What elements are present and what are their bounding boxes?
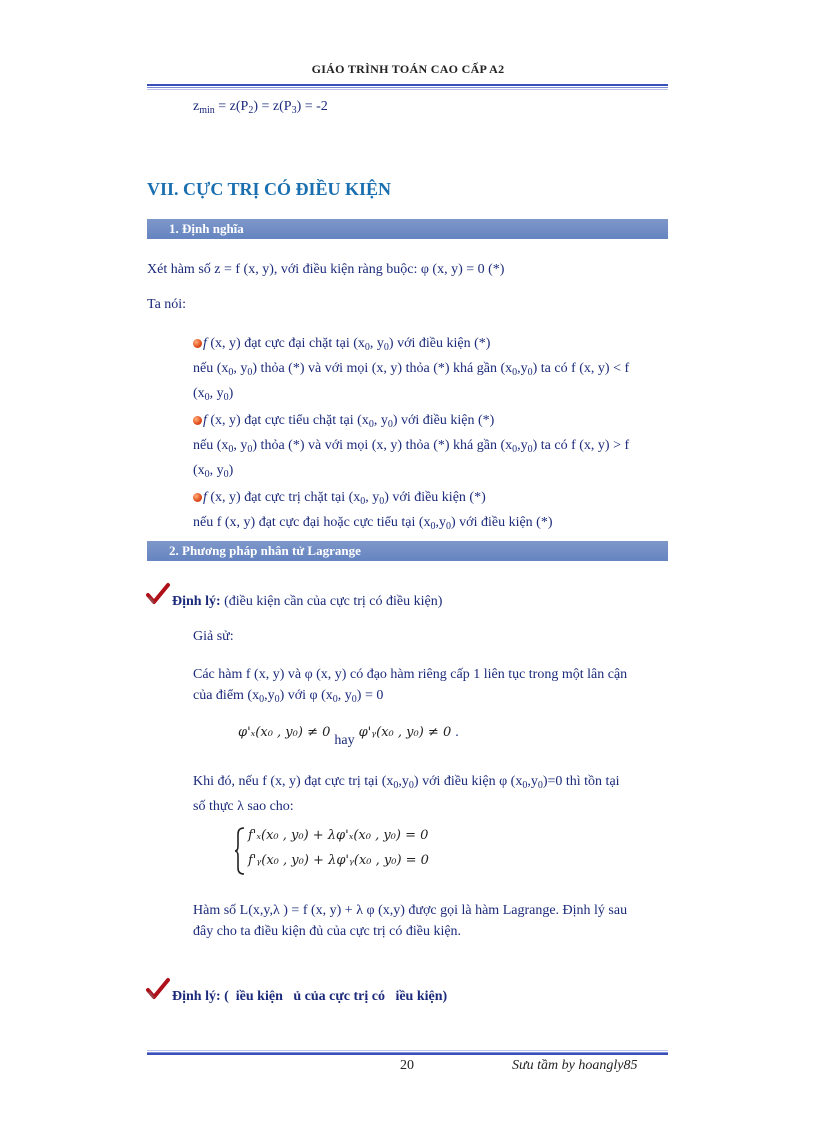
checkmark-icon xyxy=(146,977,170,1001)
bullet-icon xyxy=(193,339,202,348)
section-heading: VII. CỰC TRỊ CÓ ĐIỀU KIỆN xyxy=(147,179,392,199)
lagrange-definition: Hàm số L(x,y,λ ) = f (x, y) + λ φ (x,y) được gọi là hàm Lagrange. Định lý sau đây cho ta điều kiện đủ của cực trị có điều kiện. xyxy=(193,903,628,939)
ta-noi: Ta nói: xyxy=(147,297,187,312)
brace-icon xyxy=(234,826,246,876)
formula-nonzero: φ'ₓ(x₀ , y₀) ≠ 0 hay φ'ᵧ(x₀ , y₀) ≠ 0 . xyxy=(238,725,459,748)
zmin-line: $z_{min} = z(P_2) = z(P_3) = -2$ xyxy=(193,99,328,116)
definition-min: f (x, y) đạt cực tiểu chặt tại ($x_0$, $y_0$) với điều kiện (*) nếu ($x_0$, $y_0$) thỏa (*) và với mọi (x, y) thỏa (*) khá gần $(x_0,y_0)$ ta có f (x, y) > f ($x_0$, $y_0$) xyxy=(193,413,630,480)
header-title: GIÁO TRÌNH TOÁN CAO CẤP A2 xyxy=(311,62,505,76)
theorem-sufficient: Định lý: ( iều kiện ủ của cực trị có iều kiện) xyxy=(172,989,448,1004)
theorem-necessary: Định lý: (điều kiện cần của cực trị có điều kiện) xyxy=(172,594,443,609)
subsection-band-lagrange: 2. Phương pháp nhân tử Lagrange xyxy=(147,541,668,561)
gia-su: Giả sử: xyxy=(193,629,234,644)
definition-max: f (x, y) đạt cực đại chặt tại ($x_0$, $y_0$) với điều kiện (*) nếu ($x_0$, $y_0$) thỏa (*) và với mọi (x, y) thỏa (*) khá gần $(x_0,y_0)$ ta có f (x, y) < f ($x_0$, $y_0$) xyxy=(193,336,630,403)
conditions: Các hàm f (x, y) và φ (x, y) có đạo hàm riêng cấp 1 liên tục trong một lân cận của điểm $(x_0,y_0)$ với φ ($x_0$, $y_0) = 0$ xyxy=(193,667,628,705)
then-statement: Khi đó, nếu f (x, y) đạt cực trị tại $(x_0,y_0)$ với điều kiện φ $(x_0,y_0)=0$ thì tồn tại số thực λ sao cho: xyxy=(193,774,620,814)
bullet-icon xyxy=(193,493,202,502)
definition-extremum: f (x, y) đạt cực trị chặt tại ($x_0$, $y_0$) với điều kiện (*) nếu f (x, y) đạt cực đại hoặc cực tiểu tại $(x_0,y_0)$ với điều kiện (*) xyxy=(193,490,553,532)
header-rule xyxy=(147,84,668,90)
footer-rule xyxy=(147,1049,668,1055)
bullet-icon xyxy=(193,416,202,425)
page-number: 20 xyxy=(400,1058,414,1073)
intro-text: Xét hàm số z = f (x, y), với điều kiện ràng buộc: φ (x, y) = 0 (*) xyxy=(147,262,505,277)
subsection-band-definition: 1. Định nghĩa xyxy=(147,219,668,239)
checkmark-icon xyxy=(146,582,170,606)
footer-credit: Sưu tầm by hoangly85 xyxy=(512,1058,638,1073)
